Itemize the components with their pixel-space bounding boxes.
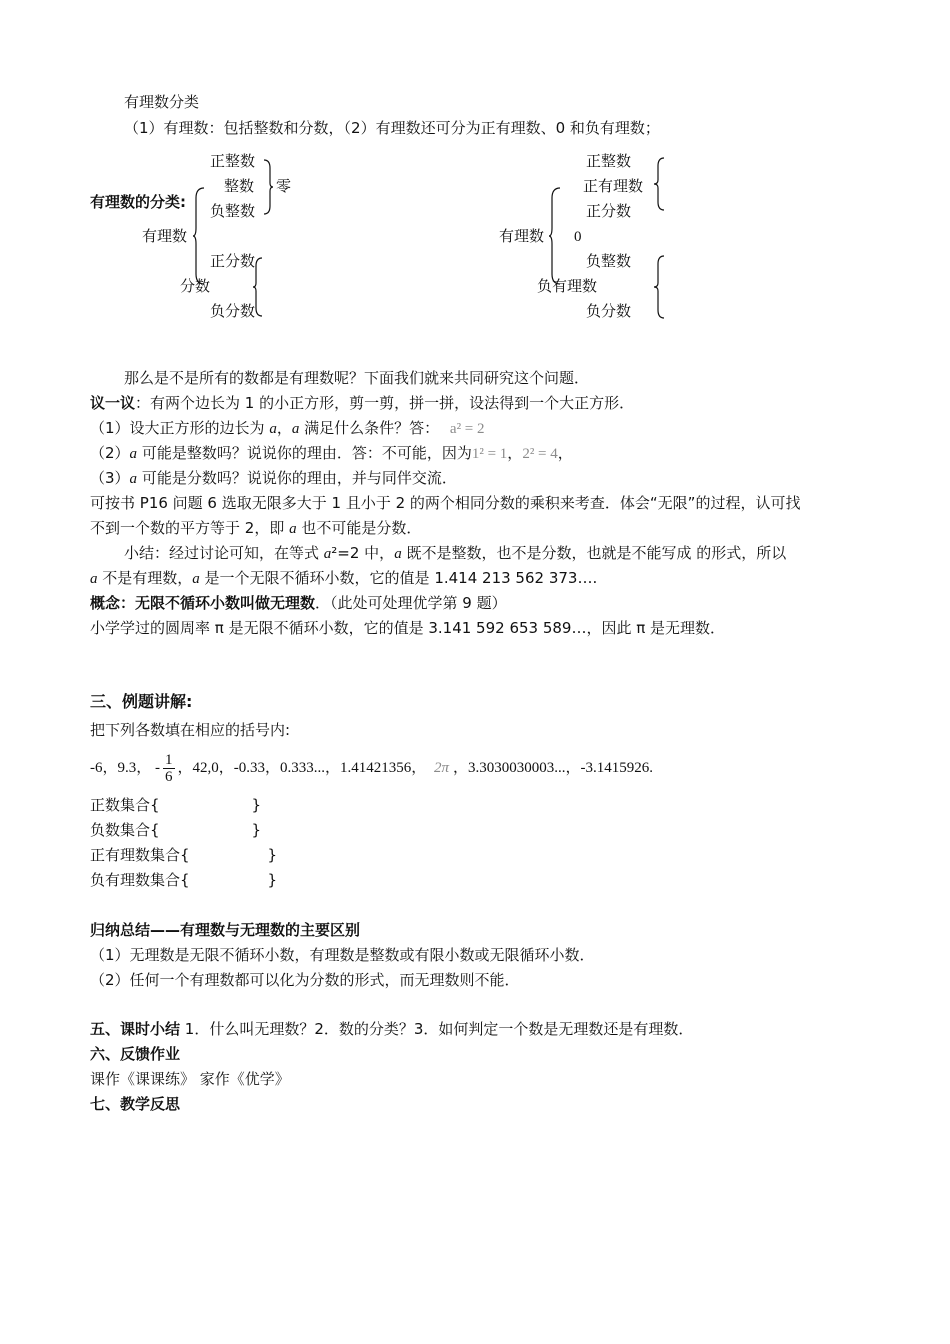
section6-text: 课作《课课练》 家作《优学》 xyxy=(90,1070,290,1088)
left-zero: 零 xyxy=(276,177,292,195)
q1-suffix: 满足什么条件？答： xyxy=(299,419,440,437)
left-fraction: 分数 xyxy=(180,277,211,295)
discussion-lead: 那么是不是所有的数都是有理数呢？下面我们就来共同研究这个问题． xyxy=(124,369,590,387)
set-label-positive-rational: 正有理数集合{ xyxy=(90,846,190,864)
summary-eq: ²=2 中， xyxy=(331,544,395,562)
set-close: } xyxy=(267,846,278,864)
pi-line: 小学学过的圆周率 π 是无限不循环小数，它的值是 3.141 592 653 589…，因此 π 是无理数． xyxy=(90,619,726,637)
right-negative-fraction: 负分数 xyxy=(586,302,632,320)
set-close: } xyxy=(267,871,278,889)
fraction-denominator: 6 xyxy=(165,769,173,786)
set-close: } xyxy=(251,821,262,839)
set-row-negative xyxy=(90,820,261,840)
intro-line: （1）有理数：包括整数和分数，（2）有理数还可分为正有理数、0 和负有理数； xyxy=(124,119,660,137)
yiyiyi-text: ：有两个边长为 1 的小正方形，剪一剪，拼一拼，设法得到一个大正方形． xyxy=(135,394,635,412)
left-positive-fraction: 正分数 xyxy=(210,252,256,270)
summary-var-a: a xyxy=(323,546,332,562)
q3-var-a: a xyxy=(129,471,138,487)
q1-answer: a² = 2 xyxy=(449,421,485,437)
section3-instruction: 把下列各数填在相应的括号内: xyxy=(90,721,291,739)
section6-heading: 六、反馈作业 xyxy=(90,1045,181,1063)
right-root-brace xyxy=(548,186,562,286)
summary-item-2: （2）任何一个有理数都可以化为分数的形式，而无理数则不能． xyxy=(90,971,520,989)
summary-b: 既不是整数，也不是分数，也就是不能写成 的形式，所以 xyxy=(401,544,787,562)
right-positive-brace xyxy=(652,156,666,212)
summary-item-1: （1）无理数是无限不循环小数，有理数是整数或有限小数或无限循环小数． xyxy=(90,946,595,964)
concept-bold: 概念：无限不循环小数叫做无理数 xyxy=(90,594,316,612)
fraction-numerator: 1 xyxy=(165,752,173,769)
set-row-positive xyxy=(90,795,261,815)
left-positive-integer: 正整数 xyxy=(210,152,256,170)
numbers-c: ，3.3030030003...，-3.1415926. xyxy=(453,760,654,776)
right-zero: 0 xyxy=(574,229,582,245)
summary-line-1 xyxy=(124,543,786,564)
left-integer-brace xyxy=(262,158,274,216)
left-fraction-brace xyxy=(252,256,264,318)
summary-var-a2: a xyxy=(394,546,402,562)
p16-line-1: 可按书 P16 问题 6 选取无限多大于 1 且小于 2 的两个相同分数的乘积来考查．体会“无限”的过程，认可找 xyxy=(90,494,801,512)
right-root-label: 有理数 xyxy=(499,227,545,245)
left-negative-integer: 负整数 xyxy=(210,202,256,220)
p16-line-2a: 不到一个数的平方等于 2，即 xyxy=(90,519,290,537)
section5-heading: 五、课时小结 xyxy=(90,1020,181,1038)
summary2-var-a: a xyxy=(90,571,98,587)
concept-rest: ．（此处可处理优学第 9 题） xyxy=(315,594,507,612)
left-integer: 整数 xyxy=(224,177,255,195)
left-negative-fraction: 负分数 xyxy=(210,302,256,320)
numbers-a: -6，9.3， xyxy=(90,760,152,776)
intro-heading: 有理数分类 xyxy=(124,93,200,111)
q1-var-a2: a xyxy=(291,421,300,437)
section3-heading: 三、例题讲解: xyxy=(90,692,193,711)
q1-comma: ， xyxy=(276,419,292,437)
right-positive-rational: 正有理数 xyxy=(583,177,644,195)
summary-heading: 归纳总结——有理数与无理数的主要区别 xyxy=(90,921,361,939)
summary2-a: 不是有理数， xyxy=(97,569,193,587)
two-pi: 2π xyxy=(434,760,450,776)
diagram-title: 有理数的分类: xyxy=(90,193,186,211)
q1-prefix: （1）设大正方形的边长为 xyxy=(90,419,270,437)
q2-var-a: a xyxy=(129,446,138,462)
number-list xyxy=(90,748,653,788)
set-label-negative-rational: 负有理数集合{ xyxy=(90,871,190,889)
q2-math-2: 2² = 4 xyxy=(522,446,558,462)
summary2-var-a2: a xyxy=(192,571,200,587)
yiyiyi-label: 议一议 xyxy=(90,394,136,412)
left-root-brace xyxy=(192,186,206,286)
set-row-positive-rational xyxy=(90,845,277,865)
q2-end: ， xyxy=(557,444,573,462)
summary2-b: 是一个无限不循环小数，它的值是 1.414 213 562 373…. xyxy=(199,569,598,587)
question-3 xyxy=(90,468,457,489)
fraction-one-sixth xyxy=(163,752,175,785)
summary-line-2 xyxy=(90,568,597,589)
section5-line xyxy=(90,1019,693,1039)
q2-sep: ， xyxy=(507,444,523,462)
set-label-positive: 正数集合{ xyxy=(90,796,160,814)
summary-a: 小结：经过讨论可知，在等式 xyxy=(124,544,324,562)
numbers-b: ，42,0，-0.33，0.333...，1.41421356， xyxy=(177,760,427,776)
right-negative-integer: 负整数 xyxy=(586,252,632,270)
q2-prefix: （2） xyxy=(90,444,130,462)
q2-math-1: 1² = 1 xyxy=(471,446,508,462)
set-close: } xyxy=(251,796,262,814)
right-negative-rational: 负有理数 xyxy=(537,277,598,295)
p16-line-2 xyxy=(90,518,421,539)
p16-line-2b: 也不可能是分数． xyxy=(296,519,422,537)
q3-text: 可能是分数吗？说说你的理由，并与同伴交流． xyxy=(137,469,457,487)
right-negative-brace xyxy=(652,254,666,320)
q3-prefix: （3） xyxy=(90,469,130,487)
right-positive-integer: 正整数 xyxy=(586,152,632,170)
left-root-label: 有理数 xyxy=(142,227,188,245)
concept-line xyxy=(90,593,507,613)
section7-heading: 七、教学反思 xyxy=(90,1095,181,1113)
question-2 xyxy=(90,443,573,464)
negative-sign: - xyxy=(155,760,160,776)
yiyiyi-line xyxy=(90,393,634,413)
set-label-negative: 负数集合{ xyxy=(90,821,160,839)
section5-text: 1．什么叫无理数？2．数的分类？3．如何判定一个数是无理数还是有理数． xyxy=(180,1020,694,1038)
q1-var-a: a xyxy=(269,421,277,437)
right-positive-fraction: 正分数 xyxy=(586,202,632,220)
set-row-negative-rational xyxy=(90,870,277,890)
p16-var-a: a xyxy=(289,521,297,537)
question-1 xyxy=(90,418,485,439)
q2-text: 可能是整数吗？说说你的理由．答：不可能，因为 xyxy=(137,444,472,462)
